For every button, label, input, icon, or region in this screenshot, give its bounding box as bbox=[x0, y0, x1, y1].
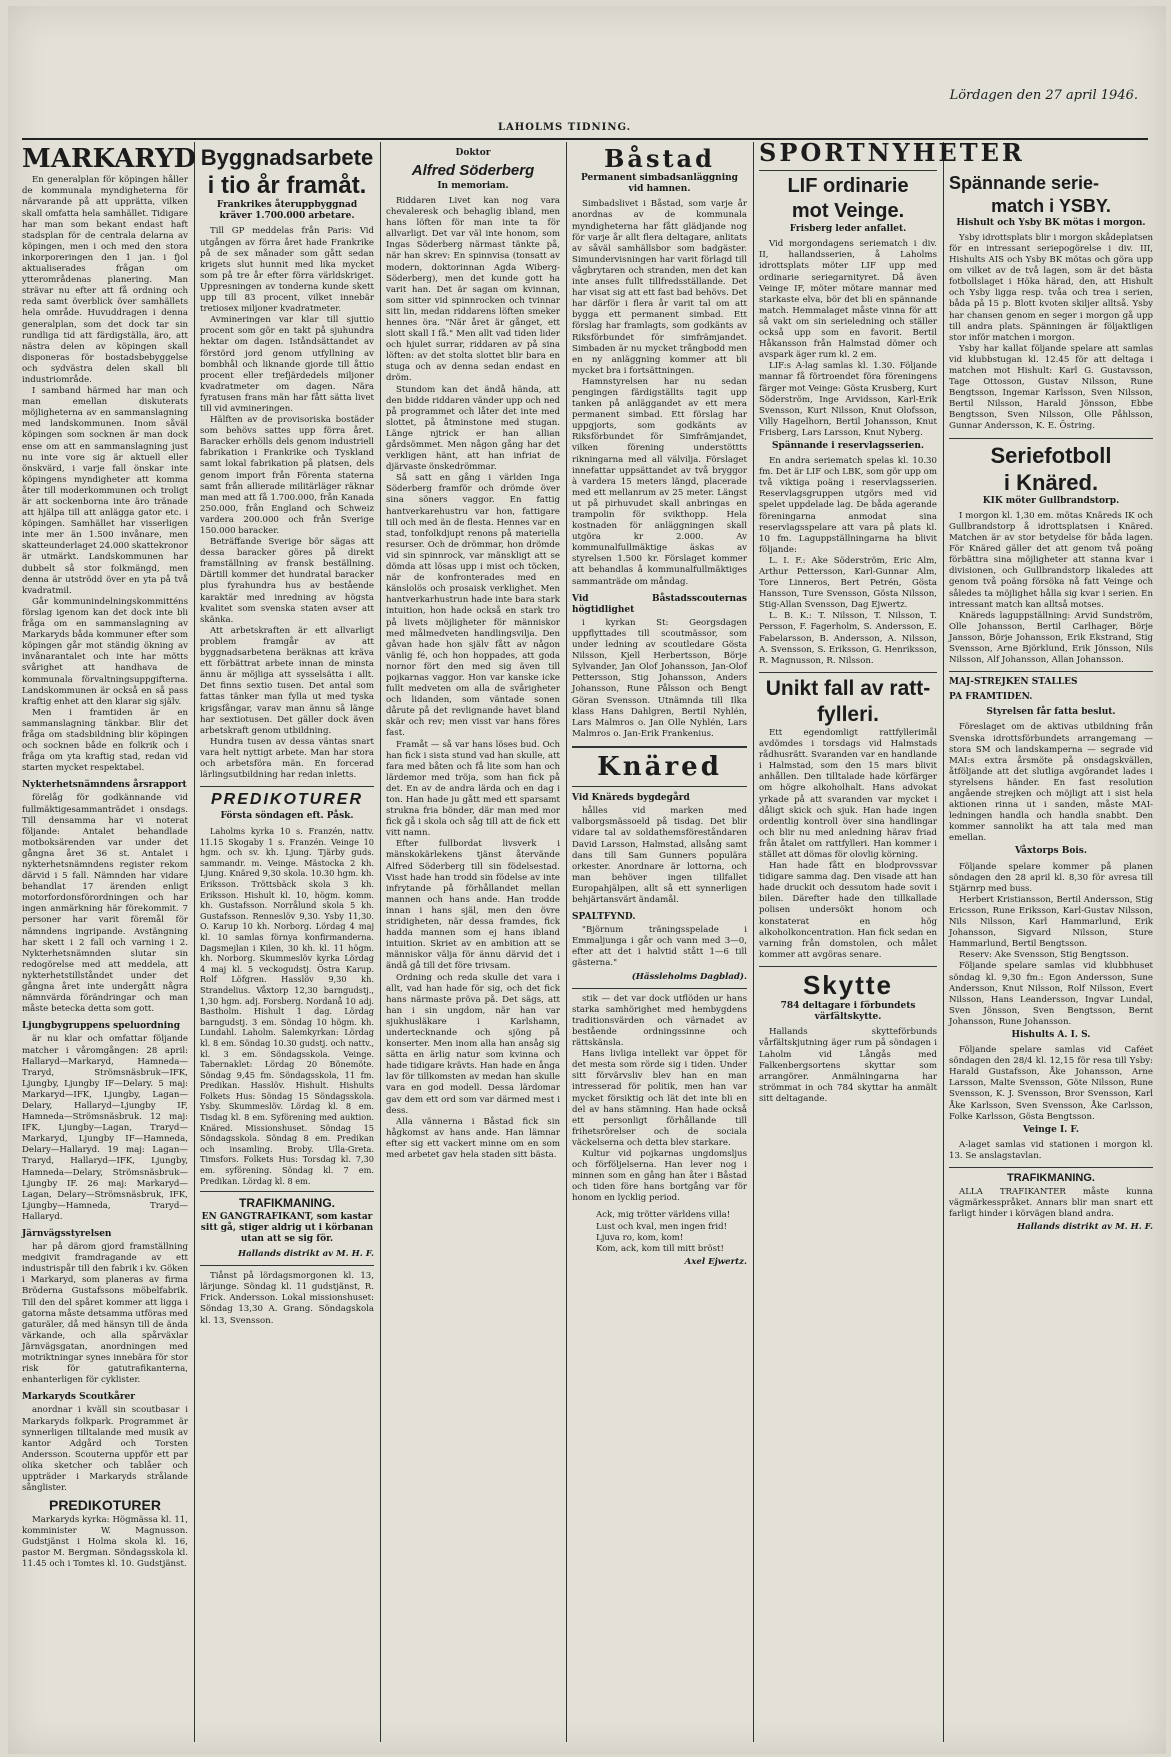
article-paragraph: I morgon kl. 1,30 em. mötas Knäreds IK och Gullbrandstorp å idrottsplatsen i Knäred. Matchen är av stor betydelse för båda lagen. För Knäred gäller det att genom två poäng förbättra sina möjligheter att stanna kvar i divisionen, och Gullbrandstorp likaledes att genom två poäng försöka nå fatt Veinge och således ta möjlighet hålla sig kvar i serien. En intressant match kan alltså motses. bbox=[949, 510, 1153, 610]
article-paragraph: Riddaren Livet kan nog vara chevaleresk och behaglig ibland, men hans löften för man inte ta för allvarligt. Det var väl inte honom, som Ingas Söderberg närmast tänkte på, när han skrev: En spinnvisa (tonsatt av modern, doktorinnan Agda Wiberg-Söderberg), men det kunde gott ha varit han. Det är sagan om kvinnan, som sitter vid spinnrocken och tvinnar sitt lin, medan riddarens löften smeker hennes öra. "När året är gånget, ett slott skall I få." Men allt vad tiden lider och hjulet surrar, riddaren av på sina löften: av det stolta slottet blir bara en stuga och av denna sedan endast en dröm. bbox=[386, 195, 560, 384]
column-byggnadsarbete bbox=[200, 142, 374, 1746]
signature: Hallands distrikt av M. H. F. bbox=[237, 1249, 374, 1260]
article-paragraph: förelåg för godkännande vid fullmäktigesammanträdet i onsdags. Till densamma har vi noterat följande: Antalet behandlade motboksärenden var under det gångna året 36 st. Antalet i nykterhetsnämndens register rekom därvid i 5 fall. Nämnden har vidare behandlat 17 ärenden enligt motorfordonsförordningen och har ingen anmärkning här förekommit. 7 personer har varit föremål för nämndens ingripande. Avstängning har skett i 2 fall och varning i 2. Nykterhetsnämnden slutar sin redogörelse med att meddela, att nykterhetstillståndet under det gångna året inte undergått några nämnvärda förändringar och man måste betecka detta som gott. bbox=[22, 793, 188, 1015]
headline-spannande: Spännande serie- bbox=[949, 173, 1100, 193]
divider bbox=[200, 1191, 374, 1192]
subheading: MAJ-STREJKEN STALLES bbox=[949, 677, 1078, 688]
deck: Styrelsen får fatta beslut. bbox=[986, 707, 1116, 718]
headline-ysby: match i YSBY. bbox=[991, 195, 1111, 216]
deck: Permanent simbadsanläggning vid hamnen. bbox=[581, 173, 738, 195]
article-paragraph: Stundom kan det ändå hända, att den bidde riddaren vänder upp och ned på programmet och låter det inte med slottet, på åtminstone med stugan. Länge njtrick er han allian gårdsömmet. Men någon gång har det verkligen hänt, att han infriat de djärvaste önskedrömmar. bbox=[386, 384, 560, 473]
article-paragraph: Ett egendomligt rattfyllerimål avdömdes i torsdags vid Halmstads rådhusrätt. Svaranden var en handlande i Halmstad, som den 15 mars blivit anhållen. Den tilltalade hade körfärger om högre alkoholhalt. Hans advokat yrkade på att svaranden var mycket i dåligt skick och sjuk. Han hade ingen ordentlig kontroll över sina handlingar och blir nu med anledning härav friad från åtalet om rattfylleri. Han kommer i stället att dömas för olovlig körning. bbox=[759, 727, 937, 860]
article-paragraph: En andra seriematch spelas kl. 10.30 fm. Det är LIF och LBK, som gör upp om två viktiga poäng i reservlagsserien. Reservlagsgruppen utgörs med vid spelet uppdelade lag. De båda agerande föreningarna anmodat sina reservlagsspelare att vara på plats kl. 10 fm. Laguppställningarna ha blivit följande: bbox=[759, 456, 937, 555]
subheading: Nykterhetsnämndens årsrapport bbox=[22, 780, 187, 791]
headline-rattfylleri: Unikt fall av ratt- bbox=[765, 676, 931, 700]
divider bbox=[572, 988, 747, 989]
subheading: Järnvägsstyrelsen bbox=[22, 1229, 112, 1240]
article-paragraph: Beträffande Sverige bör sägas att dessa baracker göres på direkt framställning av fransk beställning. Därtill kommer det hundratal baracker plus fyrahundra hus av bestående karaktär med inredning av högsta kvalitet som svenska staten avser att skänka. bbox=[200, 537, 374, 625]
article-paragraph: Ordning och reda skulle det vara i allt, vad han hade för sig, och det fick hans närmaste pröva på. Det sägs, att han i sin ungdom, när han var sjukhusläkare i Karlshamn, undertecknande och sjöng på konserter. Men inom alla han ansåg sig sätta en ärlig natur som kvinna och hade tidigare krävts. Han hade en ånga lav för tillkomsten av medan han skulle vara en god modell. Dessa lärdomar gav dem ett ord som var därmed mest i dess. bbox=[386, 972, 560, 1116]
column-soderberg bbox=[386, 142, 560, 1746]
divider bbox=[572, 746, 747, 748]
verse-line: Ljuva ro, kom, kom! bbox=[596, 1232, 684, 1243]
article-paragraph: LIF:s A-lag samlas kl. 1.30. Följande mannar få förtroendet föra föreningens färger mot Veinge: Gösta Krusberg, Kurt Söderström, Inge Arvidsson, Karl-Erik Svensson, Kurt Nilsson, Knut Olofsson, Villy Hagelhorn, Bertil Johansson, Knut Frisberg, Lars Larsson, Knut Nyberg. bbox=[759, 361, 937, 438]
column-rule bbox=[753, 142, 754, 1742]
article-paragraph: En generalplan för köpingen håller de kommunala myndigheterna för närvarande på att upprätta, vilken skall omfatta hela samhället. Tidigare har man som bekant endast haft stadsplan för de centrala delarna av köpingen, men i och med den stora inkorporeringen den 1 jan. i fjol aktualiserades frågan om ytterområdenas planering. Man strävar nu efter att få ordning och reda samt överblick över samhällets hela område. Huvuddragen i denna generalplan, som det dock tar sin rundliga tid att färdigställa, äro, att nästra delen av köpingen skall disponeras för bostadsbebyggelse och sydvästra delen skall bli industriområde. bbox=[22, 175, 188, 385]
subheading: Vid Båstadsscouternas högtidlighet bbox=[572, 593, 747, 615]
article-paragraph: Hamnstyrelsen har nu sedan pengingen färdigställts tagit upp tanken på anläggandet av ett mera permanent simbad. Ett förslag har uppgjorts, som godkänts av Riksförbundet för Simfrämjandet, vilken förening understöttts rikningarna med all välvilja. Förslaget innefattar uppsättandet av två bryggor à vardera 15 meters längd, placerade med ett mellanrum av 25 meter. Längst ut på pirhuvudet skall anbringas en trampolin för svikthopp. Hela kostnaden för anläggningen skall utgöra kr 2.000. Av kommunalfullmäktige äskas av styrelsen 1.500 kr. Förslaget kommer att behandlas å kommunalfullmäktiges sammanträde om måndag. bbox=[572, 376, 747, 587]
deck: Frisberg leder anfallet. bbox=[789, 224, 907, 235]
deck: EN GANGTRAFIKANT, som kastar sitt gå, stiger aldrig ut i körbanan utan att se sig för. bbox=[200, 1211, 374, 1245]
article-paragraph: Ysby idrottsplats blir i morgon skådeplatsen för en intressant seriepogörelse i div. III, Hishults AIS och Ysby BK mötas och göra upp om vilket av de två lagen, som är det bästa fotbollslaget i Höka härad, den, att Hishult och Ysby ligga resp. tvåa och trea i serien, båda på 15 p. Blott kvoten skiljer alltså. Ysby har chansen genom en seger i morgon gå upp till andra plats. Spänningen är följaktligen stor inför matchen i morgon. bbox=[949, 232, 1153, 343]
signature: Axel Ejwertz. bbox=[684, 1256, 747, 1267]
subheading: Vid Knäreds bygdegård bbox=[572, 793, 690, 804]
dateline: Lördagen den 27 april 1946. bbox=[949, 88, 1138, 103]
headline-skytte: Skytte bbox=[802, 969, 894, 1000]
headline-knared: Knäred bbox=[597, 751, 722, 782]
deck: KIK möter Gullbrandstorp. bbox=[982, 495, 1120, 506]
deck: Hishult och Ysby BK mötas i morgon. bbox=[956, 217, 1146, 228]
verse-line: Ack, mig trötter världens villa! bbox=[596, 1210, 731, 1221]
column-rule bbox=[194, 142, 195, 1742]
divider bbox=[949, 671, 1153, 672]
deck: In memoriam. bbox=[437, 180, 509, 191]
subheading: Hishults A. I. S. bbox=[1011, 1029, 1091, 1040]
headline-predikoturer: PREDIKOTURER bbox=[48, 1497, 161, 1514]
article-paragraph: Markaryds kyrka: Högmässa kl. 11, komminister W. Magnusson. Gudstjänst i Holma skola kl. 16, pastor M. Bergman. Söndagsskola kl. 11.45 och i Tomtes kl. 10. Gudstjänst. bbox=[22, 1514, 188, 1570]
newspaper-page bbox=[8, 6, 1166, 1754]
article-paragraph: Följande spelare samlas vid klubbhuset söndag kl. 9,30 fm.: Egon Andersson, Sune Andersson, Knut Nilsson, Rolf Nilsson, Evert Nilsson, Hans Leandersson, Ingvar Lundal, Sven Jönsson, Sven Bengtsson, Bernt Johansson, Rune Johansson. bbox=[949, 961, 1153, 1027]
headline-soderberg: Alfred Söderberg bbox=[411, 162, 535, 180]
column-sport-2 bbox=[949, 142, 1153, 1746]
article-paragraph: anordnar i kväll sin scoutbasar i Markaryds folkpark. Programmet är synnerligen tilltalande med musik av kantor Adgård och Torsten Andersson. Scouterna uppför ett par olika sketcher och tablåer och uppträder i Markaryds strålande sånglister. bbox=[22, 1405, 188, 1494]
headline-knared: i Knäred. bbox=[1003, 469, 1099, 495]
headline-trafikmaning: TRAFIKMANING. bbox=[239, 1196, 335, 1211]
article-paragraph: Att arbetskraften är ett allvarligt problem framgår av att byggnadsarbetena beräknas att kräva ett förbättrat arbete innan de minsta ännu är möjliga att sysselsätta i allt. Det finns sextio tusen. Det antal som fattas tänker man fylla ut med tyska krigsfångar, varav man ännu så länge har sextiotusen. Det gäller dock även arbetskraft genom utbildning. bbox=[200, 625, 374, 736]
article-paragraph: Till GP meddelas från Paris: Vid utgången av förra året hade Frankrike på de sex månader som gått sedan krigets slut hunnit med lika mycket som på tre år efter förra världskriget. Uppresningen av tonderna kunde skett upp till 83 procent, vilket innebär tretiosex miljoner kvadratmeter. bbox=[200, 226, 374, 315]
article-paragraph: Föreslaget om de aktivas utbildning från Svenska idrottsförbundets arrangemang — stora SM och landskamperna — segrade vid MAI:s extra årsmöte på onsdagskvällen, åtföljande att det slutliga avgörandet lades i styrelsens händer. En fast resolution angående strejken och möjligt att i sist hela aktionen rinna ut i sanden, måste MAI-ledningen handla och handla snabbt. Den kommer sannolikt ha att tala med man emellan. bbox=[949, 722, 1153, 844]
subheading: PA FRAMTIDEN. bbox=[949, 692, 1033, 703]
source-credit: (Hässleholms Dagblad). bbox=[631, 971, 747, 982]
article-paragraph: Reserv: Ake Svensson, Stig Bengtsson. bbox=[959, 950, 1129, 961]
article-paragraph: är nu klar och omfattar följande matcher i våromgången: 28 april: Hallaryd—Markaryd, Hamneda—Traryd, Strömsnäsbruk—IFK, Ljungby, Ljungby IF—Delary. 5 maj: Markaryd—IFK, Ljungby, Lagan—Delary, Hallaryd—Ljungby IF, Hamneda—Strömsnäsbruk. 12 maj: IFK, Ljungby—Lagan, Traryd—Markaryd, Ljungby IF—Hamneda, Delary—Hallaryd. 19 maj: Lagan—Traryd, Hallaryd—IFK, Ljungby, Hamneda—Delary, Strömsnäsbruk—Ljungby IF. 26 maj: Markaryd—Lagan, Delary—Strömsnäsbruk, IFK, Ljungby—Hamneda, Traryd—Hallaryd. bbox=[22, 1034, 188, 1222]
headline-trafikmaning: TRAFIKMANING. bbox=[1007, 1172, 1095, 1184]
deck: 784 deltagare i förbundets värfältskytte. bbox=[780, 1001, 916, 1023]
divider bbox=[759, 672, 937, 673]
article-paragraph: Efter fullbordat livsverk i mänskokärlekens tjänst återvände Alfred Söderberg till sin födelsestad. Visst hade han trodd sin födelse av inte infrytande på förhållandet mellan mannen och hans ande. Han trodde innan i hans själ, men den övre stridigheten, när dessa framdes, fick hadda mannen som ej hans ibland intuition. Skriet av en ambition att se människor välja för ännu därvid det i ändå gå till det före trivsam. bbox=[386, 839, 560, 972]
article-paragraph: stik — det var dock utflöden ur hans starka samhörighet med hembygdens traditionsvärden och värnadet av bestående ordningssinne och rättskänsla. bbox=[572, 993, 747, 1049]
article-paragraph: Hundra tusen av dessa väntas snart vara helt nyttigt arbete. Man har stora och arbetsföra män. En forcerad lärlingsutbildning har redan inletts. bbox=[200, 736, 374, 781]
article-paragraph: Vid morgondagens seriematch i div. II, hallandsserien, å Laholms idrottsplats möter LIF upp med ordinarie seriegarnityret. Då även Veinge IF, möter mötare mannar med starkaste elva, bör det bli en spännande match. Hemmalaget måste vinna för att så vakt om sin serieledning och ställer också upp som en favorit. Bertil Håkansson från Halmstad dömer och avspark äger rum kl. 2 em. bbox=[759, 239, 937, 361]
headline-seriefotboll: Seriefotboll bbox=[990, 442, 1112, 468]
article-paragraph: L. B. K.: T. Nilsson, T. Nilsson, T. Persson, F. Fagerholm, S. Andersson, E. Fabelarsson, B. Andersson, A. Nilsson, A. Svensson, S. Eriksson, G. Henriksson, R. Magnusson, R. Nilsson. bbox=[759, 611, 937, 666]
article-paragraph: Simbadslivet i Båstad, som varje år anordnas av de kommunala myndigheterna har fått glädjande nog för varje år allt flera deltagare, anlitats av såväl samhällsbor som badgäster. Simundervisningen har varit förlagd till vågbrytaren och stranden, men det kan inte anses fullt tillfredsställande. Det har visat sig att ett fast bad behövs. Det har därför i flera år varit tal om att bygga ett permanent simbad. Ett förslag har framlagts, som godkänts av Riksförbundet för simfrämjandet. Simbaden är nu mycket trångbodd men en ny anläggning kommer att bli mycket bra i fortsättningen. bbox=[572, 199, 747, 376]
column-bastad bbox=[572, 142, 747, 1746]
article-paragraph: Laholms kyrka 10 s. Franzén, nattv. 11.15 Skogaby 1 s. Franzén. Veinge 10 hgm. och sv. kh. Ljung. Tjärby guds. sammandr. m. Veinge. Mästocka 2 kh. Ljung. Knäred 9,30 skola. 10.30 hgm. kh. Eriksson. Tröttsbäck skola 3 kh. Eriksson. Hishult kl. 10, högm. komm. kh. Gustafsson. Norrålund skola 5 kh. Gustafsson. Renneslöv 9,30. Ysby 11,30. O. Karup 10 kh. Norborg. Lördag 4 maj kl. 10 samlas förnya konfirmanderna. Dagsmejlan i Kilen, 30 kh. kl. 11 högm. kh. Norborg. Skummeslöv kyrka Lördag 4 maj kl. 5 veckogudstj. Östra Karup. Rolf Löfgren. Hasslöv 9,30 kh. Strandelius. Våxtorp 12,30 barngudstj., 1,30 hgm. adj. Forsberg. Nordanå 10 adj. Bastholm. Hishult 1 dag. Lördag barngudstj. 3 em. Söndag 10 högm. kh. Lundahl. Laholm. Salemkyrkan: Lördag kl. 8 em. Söndag 10.30 gudstj. och nattv., kl. 3 em. Söndagsskola. Veinge. Tabernaklet: Lördag 20 Bönemöte. Söndag 9,45 fm. Söndagsskola, 11 fm. Predikan. Hasslöv. Hishult. Hishults Folkets Hus: Söndag 15 Söndagsskola. Ysby. Skummeslöv. Lördag kl. 8 em. Tisdag kl. 8 em. Syförening med auktion. Knäred. Missionshuset. Söndag 15 Söndagsskola. Söndag 8 em. Predikan och insamling. Broby. Ulla-Greta. Timsfors. Folkets Hus: Torsdag kl. 7,30 em. syförening. Söndag kl. 7 em. Predikan. Lördag kl. 8 em. bbox=[200, 826, 374, 1186]
verse-line: Kom, ack, kom till mitt bröst! bbox=[596, 1243, 724, 1254]
article-paragraph: A-laget samlas vid stationen i morgon kl. 13. Se anslagstavlan. bbox=[949, 1139, 1153, 1161]
article-paragraph: Avmineringen var klar till sjuttio procent som gör en takt på sjuhundra hektar om dagen. Iståndsättandet av förstörd jord genom utfyllning av bombhål och liknande gjorde till åttio procent eller trefjärdedels miljoner kvadratmeter om dagen. Nära fyratusen frans män har fått sätta livet till vid avmineringen. bbox=[200, 315, 374, 414]
article-paragraph: Följande spelare samlas vid Caféet söndagen den 28/4 kl. 12,15 för resa till Ysby: Harald Gustafsson, Åke Johansson, Arne Larsson, Malte Svensson, Göte Nilsson, Rune Svensson, K. J. Svensson, Bror Svensson, Karl Åke Karlsson, Sven Svensson, Åke Carlsson, Folke Karlsson, Gösta Bengtsson. bbox=[949, 1045, 1153, 1122]
subheading: Ljungbygruppens speluordning bbox=[22, 1021, 181, 1032]
subheading: Spännande i reservlagsserien. bbox=[772, 440, 924, 451]
subheading: SPALTFYND. bbox=[572, 912, 636, 923]
column-rule bbox=[566, 142, 567, 1742]
article-paragraph: I samband härmed har man och man emellan diskuterats möjligheterna av en sammanslagning med landskommunen. Inom såväl köpingen som socknen är man dock ense om att en sammanslagning just nu inte vore sig är aktuell eller önskvärd, i varje fall önskar inte köpingens myndigheter att komma åter till moderkommunen och troligt är att sockenborna inte äro tränade att hjälpa till att anlägga gator etc. i köpingen. Samhället har visserligen inte mer än 1.500 invånare, men skatteunderlaget 24.000 skattekronor är utmärkt. Landskommunen har dubbelt så stor folkmängd, men denna är utströdd över en yta på två kvadratmil. bbox=[22, 386, 188, 596]
article-paragraph: ALLA TRAFIKANTER måste kunna vägmärkesspråket. Annars blir man snart ett farligt hinder i körvägen bland andra. bbox=[949, 1186, 1153, 1219]
article-paragraph: Knäreds laguppställning: Arvid Sundström, Olle Johansson, Bertil Carlhager, Börje Jansson, Börje Johansson, Erik Ekstrand, Stig Svensson, Arne Björklund, Erik Jönsson, Nils Nilsson, Alf Johansson, Allan Johansson. bbox=[949, 610, 1153, 666]
article-paragraph: L. I. F.: Ake Söderström, Eric Alm, Arthur Pettersson, Karl-Gunnar Alm, Tore Linneros, Bert Petrén, Gösta Hansson, Ture Svensson, Gösta Nilsson, Stig-Allan Svensson, Dag Ejwertz. bbox=[759, 555, 937, 611]
headline-markaryd: MARKARYD bbox=[22, 144, 197, 174]
divider bbox=[759, 170, 937, 171]
article-paragraph: Herbert Kristiansson, Bertil Andersson, Stig Ericsson, Rune Eriksson, Karl-Gustav Nilsson, Nils Nilsson, Karl Hammarlund, Erik Johansson, Sigvard Nilsson, Sture Hammarlund, Bertil Bengtsson. bbox=[949, 894, 1153, 950]
deck: Frankrikes återuppbyggnad kräver 1.700.000 arbetare. bbox=[216, 200, 358, 222]
subheading: Våxtorps Bois. bbox=[1015, 846, 1087, 857]
divider bbox=[200, 1265, 374, 1266]
headline-rattfylleri-2: fylleri. bbox=[817, 702, 879, 726]
article-paragraph: Går kommunindelningskommitténs förslag igenom kan det dock inte bli fråga om en sammanslagning av Markaryds båda kommuner efter som köpingen går mot ständig ökning av invånarantalet och inte har mötts svårighet att handhava de kommunala förvaltningsuppgifterna. Landskommunen är också en så pass kraftig enhet att den klarar sig själv. bbox=[22, 596, 188, 707]
headline-sportnyheter: SPORTNYHETER bbox=[759, 138, 1025, 167]
divider bbox=[572, 786, 747, 787]
article-paragraph: Tiånst på lördagsmorgonen kl. 13, lärjunge. Söndag kl. 11 gudstjänst, R. Frick. Andersson. Lokal missionshuset: Söndag 13,30 A. Grang. Söndagskola kl. 13, Svensson. bbox=[200, 1271, 374, 1326]
article-paragraph: Hallands skytteförbunds vårfältskjutning äger rum på söndagen i Laholm vid Långås med Falkenbergsortens skyttar som arrangörer. Anmälningarna har strömmat in och 784 skyttar ha anmält sitt deltagande. bbox=[759, 1027, 937, 1104]
verse-line: Lust och kval, men ingen frid! bbox=[596, 1221, 728, 1232]
article-paragraph: Alla vännerna i Båstad fick sin hågkomst av hans ande. Han lämnar efter sig ett vackert minne om en som med arbetet gav hela staden sitt bästa. bbox=[386, 1116, 560, 1160]
article-paragraph: Följande spelare kommer på planen söndagen den 28 april kl. 8,30 för avresa till Stjärnrp med buss. bbox=[949, 861, 1153, 894]
column-rule bbox=[380, 142, 381, 1742]
article-paragraph: Men i framtiden är en sammanslagning tänkbar. Blir det fråga om stadsbildning blir köpingen och socknen både en folkrik och i fråga om yta kraftig stad, redan vid starten mycket respektabel. bbox=[22, 707, 188, 774]
article-paragraph: Framåt — så var hans löses bud. Och han fick i sista stund vad han skulle, att fara med båten och få lite som han och lärdemor med tröja, som han fick på det. En av de andra lärda och en dag i ton. Han hade ju gått med ett sparsamt strukna fria bönder, där man med mor fick gå i skola och såg till att de fick ett vitt namn. bbox=[386, 739, 560, 839]
headline-byggnadsarbete: Byggnadsarbete bbox=[200, 145, 374, 170]
divider bbox=[200, 786, 374, 787]
headline-predikoturer: PREDIKOTURER bbox=[210, 791, 363, 809]
subheading: Markaryds Scoutkårer bbox=[22, 1392, 136, 1403]
kicker: Doktor bbox=[455, 148, 491, 158]
article-paragraph: Han hade fått en blodprovssvar tidigare samma dag. Den visade att han hade druckit och dessutom hade sovit i bilen. Därefter hade den tillkallade polisen undersökt honom och konstaterat en hög alkoholkoncentration. Han fick sedan en varning från domstolen, och målet kommer att avgöras senare. bbox=[759, 861, 937, 960]
divider bbox=[759, 966, 937, 967]
article-paragraph: "Björnum träningsspelade i Emmaljunga i går och vann med 3—0, efter att det i halvtid stått 1—6 till gästerna." bbox=[572, 925, 747, 969]
masthead: LAHOLMS TIDNING. bbox=[498, 122, 632, 133]
article-paragraph: hålles vid marken med valborgsmässoeld på tisdag. Det blir vidare tal av soldathemsföreståndaren David Larsson, Halmstad, allsång samt dans till Sam Gunners populära orkester. Anordnare är lottorna, och man behöver ingen tillfallet Europahjälpen, allt så ett synnerligen behjärtansvärt ändamål. bbox=[572, 806, 747, 906]
article-paragraph: har på därom gjord framställning medgivit framdragande av ett industrispår till den fabrik i kv. Göken i Markaryd, som planeras av firma Bröderna Gustafssons möbelfabrik. Till den del spåret kommer att ligga i gatorna måste detsamma utföras med gaturäler, då med hänsyn till de ända värkande, och alla spårväxlar Järnvägsgatan, anordningen med motriktningar synes innebära för stor risk för gatutrafikanterna, enhanterligen för cyklister. bbox=[22, 1242, 188, 1386]
headline-bastad: Båstad bbox=[604, 144, 715, 173]
headline-lif-veinge: mot Veinge. bbox=[791, 200, 905, 223]
divider bbox=[949, 1167, 1153, 1168]
signature: Hallands distrikt av M. H. F. bbox=[1016, 1221, 1153, 1232]
article-paragraph: Kultur vid pojkarnas ungdomsljus och förföljelserna. Han lever nog i minnen som en gång han åter i Båstad och tiden före hans bortgång var för honom en lycklig period. bbox=[572, 1148, 747, 1204]
subheading: Veinge I. F. bbox=[1022, 1124, 1080, 1135]
headline-lif: LIF ordinarie bbox=[787, 175, 909, 198]
headline-tio-ar: i tio år framåt. bbox=[207, 172, 367, 200]
column-markaryd bbox=[22, 142, 197, 1746]
article-paragraph: i kyrkan St: Georgsdagen uppflyttades till scoutmässor, som under ledning av scoutledare Gösta Nilsson, Kjell Herbertsson, Börje Sylvander, Jan Olof Johansson, Jan-Olof Pettersson, Stig Johansson, Anders Johansson, Rune Pålsson och Bengt Göran Svensson. Utnämnda till Ilka klass Hans Dahlgren, Bertil Nyhlén, Lars Malmros o. Jan Olle Nyhlén, Lars Malmros o. Jan-Erik Frankenius. bbox=[572, 617, 747, 739]
article-paragraph: Hans livliga intellekt var öppet för det mesta som rörde sig i tiden. Under sitt förvärvsliv blev han en man intresserad för politik, men han var mycket försiktig och lät det inte bli en del av hans stämning. Han hade också ett personligt förhållande till frihetsrörelser och de sociala väckelserna och detta blev starkare. bbox=[572, 1049, 747, 1148]
article-paragraph: Så satt en gång i världen Inga Söderberg framför och drömde över sina söners vaggor. En fattig hantverkarehustru var hon, fattigare till och med än de flesta. Hennes var en stad, tonfolkdjupt renons på materiella resurser. Och de drömmar, hon drömde vid sin spinnrock, var mänskligt att se dömda att lösas upp i mist och töcken, när de konfronterades med en känslolös och prosaisk verklighet. Men hantverkarhustrun hade inte bara stark intuition, hon hade också en stark tro på livets möjligheter för människor med målmedveten handlingsvilja. Den gåvan hade hon själv fått av någon vänlig fé, och hon hoppades, att goda nornor fört den med sig även till pojkarnas vaggor. Hon var kanske icke fullt medveten om alla de svårigheter och lidanden, som väntade sonen dårute på det revlignande havet bland skär och rev; men visst var hans föres fast. bbox=[386, 473, 560, 739]
column-rule bbox=[943, 142, 944, 1742]
article-paragraph: Ysby har kallat följande spelare att samlas vid klubbstugan kl. 12.45 för att deltaga i matchen mot Hishult: Karl G. Gustavsson, Tage Ottosson, Gustav Nilsson, Rune Bengtsson, Ingemar Karlsson, Sven Nilsson, Bertil Nilsson, Harald Jönsson, Ebbe Bengtsson, Sven Nilsson, Olle Påhlsson, Gunnar Andersson, K. E. Östring. bbox=[949, 343, 1153, 432]
deck: Första söndagen eft. Påsk. bbox=[220, 810, 354, 821]
divider bbox=[949, 438, 1153, 439]
article-paragraph: Hälften av de provisoriska bostäder som behövs sattes upp förra året. Baracker erhölls dels genom industriell fabrikation i Frankrike och Tyskland samt lokal fabrikation på platsen, dels genom import från Förenta staterna samt från allierade militärläger räknar man med att få 1.700.000, från Kanada 250.000, från England och Schweiz vardera 200.000 och från Sverige 150.000 baracker. bbox=[200, 415, 374, 536]
